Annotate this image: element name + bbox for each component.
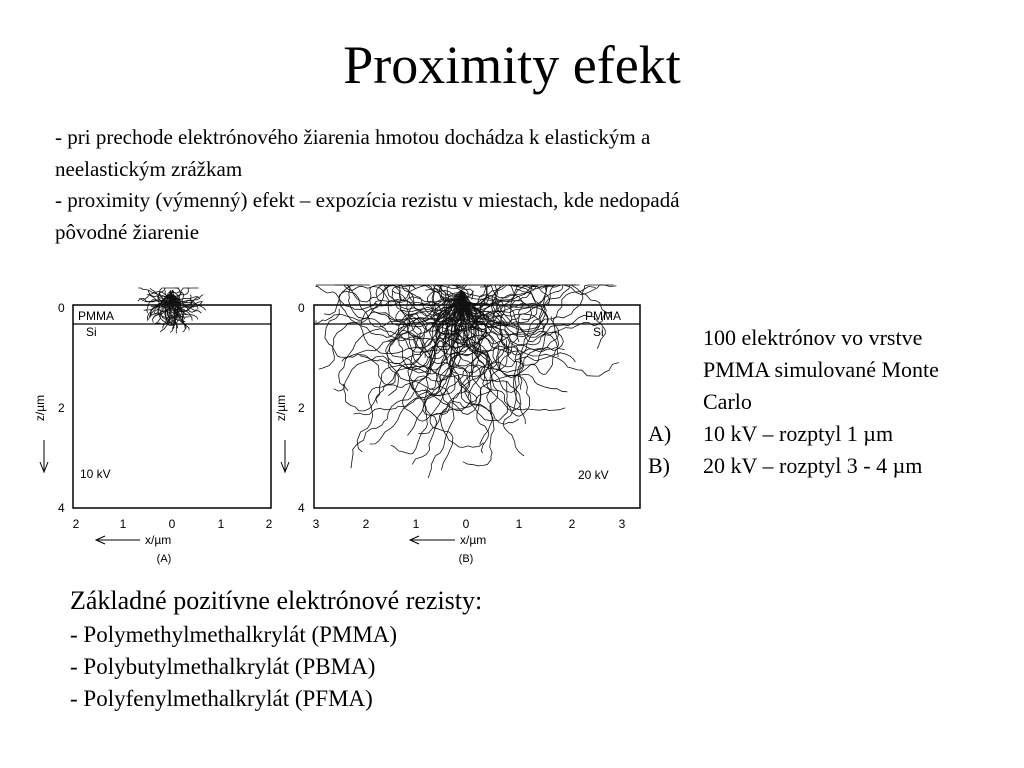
- resist-list: [70, 583, 482, 715]
- panel-b-xtick: 0: [462, 517, 470, 531]
- intro-line: neelastickým zrážkam: [55, 156, 243, 181]
- caption-item-text: 10 kV – rozptyl 1 µm: [703, 421, 894, 446]
- panel-b-substrate-label: Si: [593, 325, 604, 339]
- panel-b-trajectories: [316, 285, 619, 478]
- caption-line: PMMA simulované Monte: [703, 357, 939, 382]
- page-title: Proximity efekt: [343, 35, 681, 95]
- panel-a-ytick: 4: [58, 501, 65, 515]
- panel-b-xtick: 1: [515, 517, 523, 531]
- panel-b-ytick: 0: [298, 301, 305, 315]
- figure-caption: [648, 322, 1018, 482]
- caption-item-text: 20 kV – rozptyl 3 - 4 µm: [703, 453, 923, 478]
- panel-a-xtick: 0: [168, 517, 176, 531]
- panel-a-xtick: 1: [119, 517, 127, 531]
- panel-b-xtick: 2: [568, 517, 576, 531]
- panel-a-xtick: 2: [72, 517, 80, 531]
- panel-a-ytick: 0: [58, 301, 65, 315]
- resist-item: - Polyfenylmethalkrylát (PFMA): [70, 686, 373, 711]
- electron-trajectory: [173, 288, 199, 296]
- resist-heading: Základné pozitívne elektrónové rezisty:: [70, 586, 483, 615]
- panel-a-label: (A): [156, 553, 172, 565]
- panel-a-y-axis-label: z/µm: [33, 394, 47, 422]
- panel-a-voltage-label: 10 kV: [80, 467, 111, 481]
- panel-b-ytick: 2: [298, 401, 305, 415]
- panel-a-trajectories: [138, 288, 206, 333]
- intro-line: - pri prechode elektrónového žiarenia hmotou dochádza k elastickým a: [55, 125, 651, 149]
- panel-a: [33, 288, 273, 565]
- intro-line: pôvodné žiarenie: [55, 219, 200, 244]
- caption-line: Carlo: [703, 389, 752, 414]
- panel-b-xtick: 3: [312, 517, 320, 531]
- panel-b-xtick: 3: [618, 517, 626, 531]
- panel-a-xtick: 2: [265, 517, 273, 531]
- panel-a-substrate-label: Si: [86, 325, 97, 339]
- caption-line: 100 elektrónov vo vrstve: [703, 325, 923, 350]
- caption-item-label: B): [648, 453, 670, 478]
- intro-line: - proximity (výmenný) efekt – expozícia rezistu v miestach, kde nedopadá: [55, 188, 680, 212]
- panel-b-voltage-label: 20 kV: [578, 468, 609, 482]
- panel-b-y-axis-label: z/µm: [274, 394, 288, 422]
- resist-item: - Polybutylmethalkrylát (PBMA): [70, 654, 376, 679]
- panel-a-ytick: 2: [58, 401, 65, 415]
- panel-b-x-axis-label: x/µm: [460, 533, 487, 547]
- caption-item-label: A): [648, 421, 672, 446]
- panel-b-layer-label: PMMA: [585, 309, 621, 323]
- panel-a-layer-label: PMMA: [78, 309, 114, 323]
- panel-b-xtick: 2: [362, 517, 370, 531]
- panel-a-x-axis-label: x/µm: [145, 533, 172, 547]
- panel-b-xtick: 1: [412, 517, 420, 531]
- panel-b: [274, 285, 640, 565]
- panel-b-label: (B): [458, 553, 474, 565]
- resist-item: - Polymethylmethalkrylát (PMMA): [70, 622, 398, 647]
- panel-a-xtick: 1: [217, 517, 225, 531]
- panel-b-ytick: 4: [298, 501, 305, 515]
